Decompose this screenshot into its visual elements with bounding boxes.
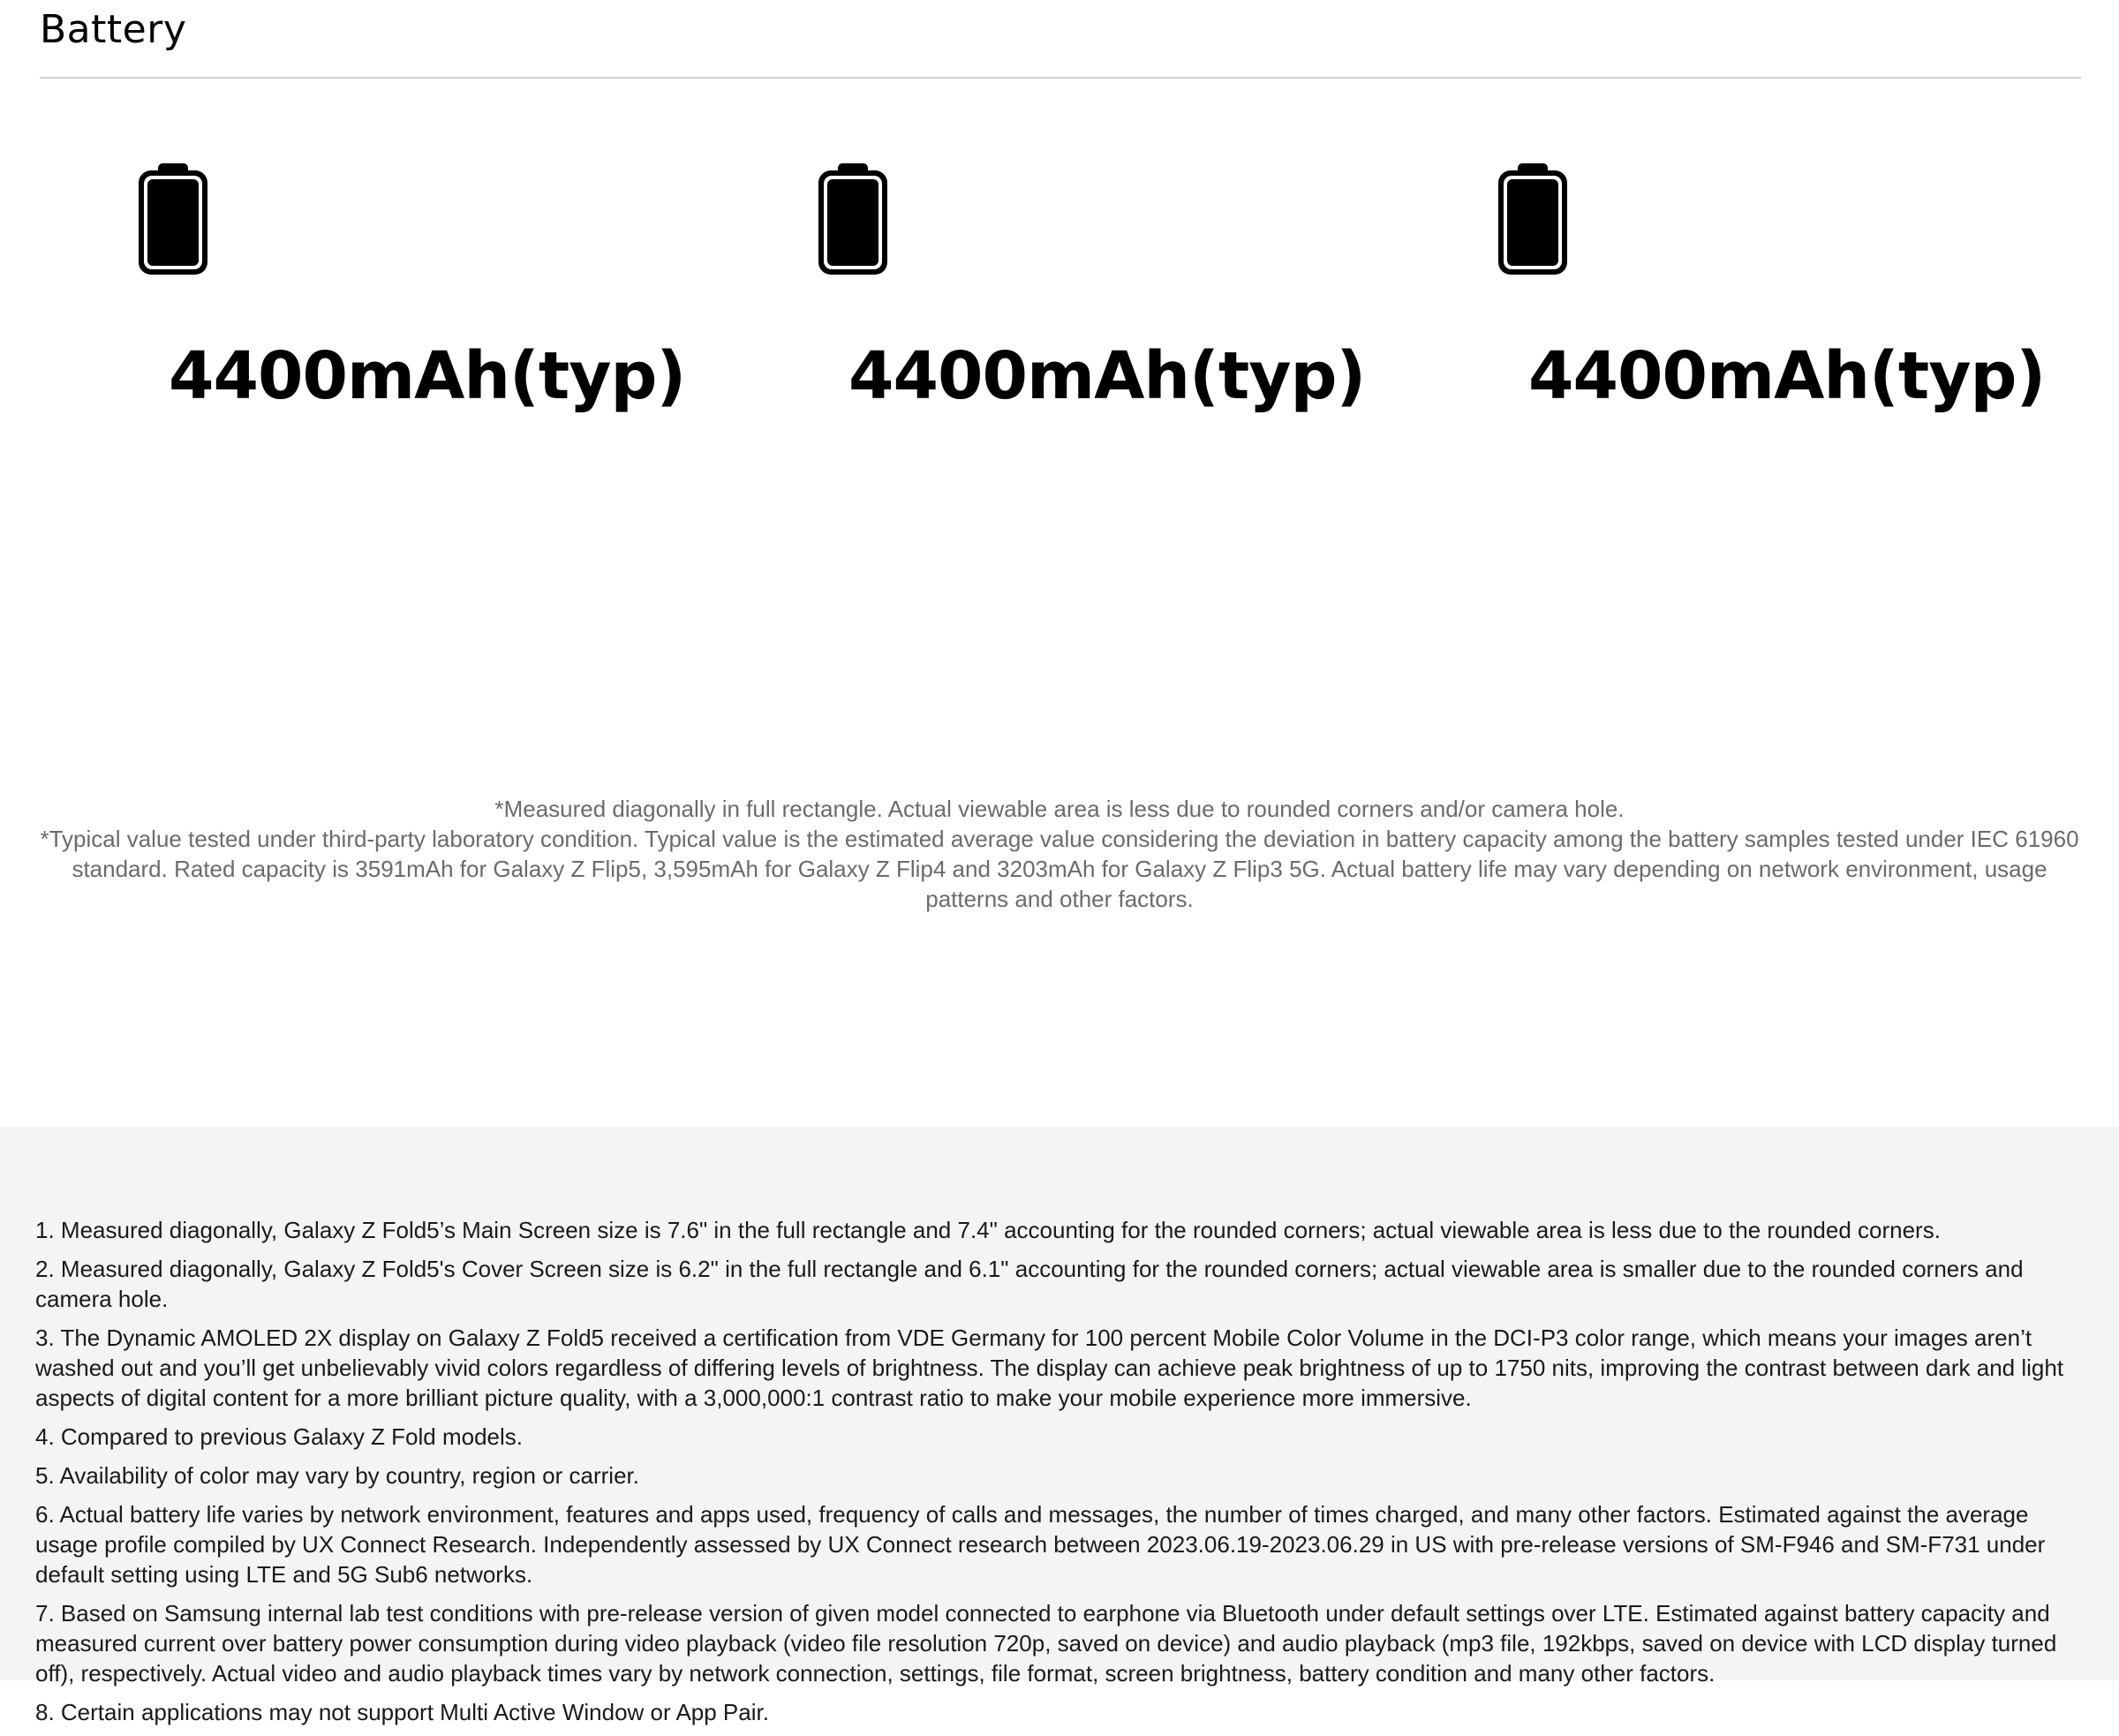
section-title: Battery: [40, 7, 187, 52]
battery-icon: [137, 162, 209, 276]
battery-capacity: 4400mAh(typ): [169, 338, 686, 414]
footnotes-panel: [0, 1127, 2119, 1725]
title-divider: [40, 77, 2081, 79]
footnote-item: 4. Compared to previous Galaxy Z Fold models.: [35, 1423, 524, 1450]
battery-capacity: 4400mAh(typ): [848, 338, 1366, 414]
disclaimer-text: [35, 794, 2084, 914]
footnote-item: 6. Actual battery life varies by network environment, features and apps used, frequency of calls and messages, the number of times charged, and many other factors. Estimated against the average usage profile compiled by UX Connect Research. Independently assessed by UX Connect research between 2023.06.19-2023.06.29 in US with pre-release versions of SM-F946 and SM-F731 under default setting using LTE and 5G Sub6 networks.: [35, 1501, 2046, 1588]
footnote-item: 3. The Dynamic AMOLED 2X display on Galaxy Z Fold5 received a certification from VDE Germany for 100 percent Mobile Color Volume in the DCI-P3 color range, which means your images aren’t washed out and you’ll get unbelievably vivid colors regardless of differing levels of brightness. The display can achieve peak brightness of up to 1750 nits, improving the contrast between dark and light aspects of digital content for a more brilliant picture quality, with a 3,000,000:1 contrast ratio to make your mobile experience more immersive.: [35, 1325, 2064, 1411]
footnote-item: 2. Measured diagonally, Galaxy Z Fold5's Cover Screen size is 6.2" in the full rectangle and 6.1" accounting for the rounded corners; actual viewable area is smaller due to the rounded corners and camera hole.: [35, 1256, 2024, 1312]
footnotes-list: [35, 1215, 2093, 1736]
footnote-item: 1. Measured diagonally, Galaxy Z Fold5’s Main Screen size is 7.6" in the full rectangle and 7.4" accounting for the rounded corners; actual viewable area is less due to the rounded corners.: [35, 1217, 1941, 1243]
footnote-item: 8. Certain applications may not support Multi Active Window or App Pair.: [35, 1699, 769, 1725]
battery-capacity: 4400mAh(typ): [1528, 338, 2046, 414]
disclaimer-typical-value: *Typical value tested under third-party laboratory condition. Typical value is the estimated average value considering the deviation in battery capacity among the battery samples tested under IEC 61960 standard. Rated capacity is 3591mAh for Galaxy Z Flip5, 3,595mAh for Galaxy Z Flip4 and 3203mAh for Galaxy Z Flip3 5G. Actual battery life may vary depending on network environment, usage patterns and other factors.: [40, 826, 2079, 912]
battery-icon: [1497, 162, 1569, 276]
battery-icon: [817, 162, 889, 276]
disclaimer-screen-size: *Measured diagonally in full rectangle. Actual viewable area is less due to rounded corners and/or camera hole.: [494, 796, 1625, 822]
footnote-item: 7. Based on Samsung internal lab test conditions with pre-release version of given model connected to earphone via Bluetooth under default settings over LTE. Estimated against battery capacity and measured current over battery power consumption during video playback (video file resolution 720p, saved on device) and audio playback (mp3 file, 192kbps, saved on device with LCD display turned off), respectively. Actual video and audio playback times vary by network connection, settings, file format, screen brightness, battery condition and many other factors.: [35, 1600, 2057, 1687]
footnote-item: 5. Availability of color may vary by country, region or carrier.: [35, 1462, 639, 1489]
